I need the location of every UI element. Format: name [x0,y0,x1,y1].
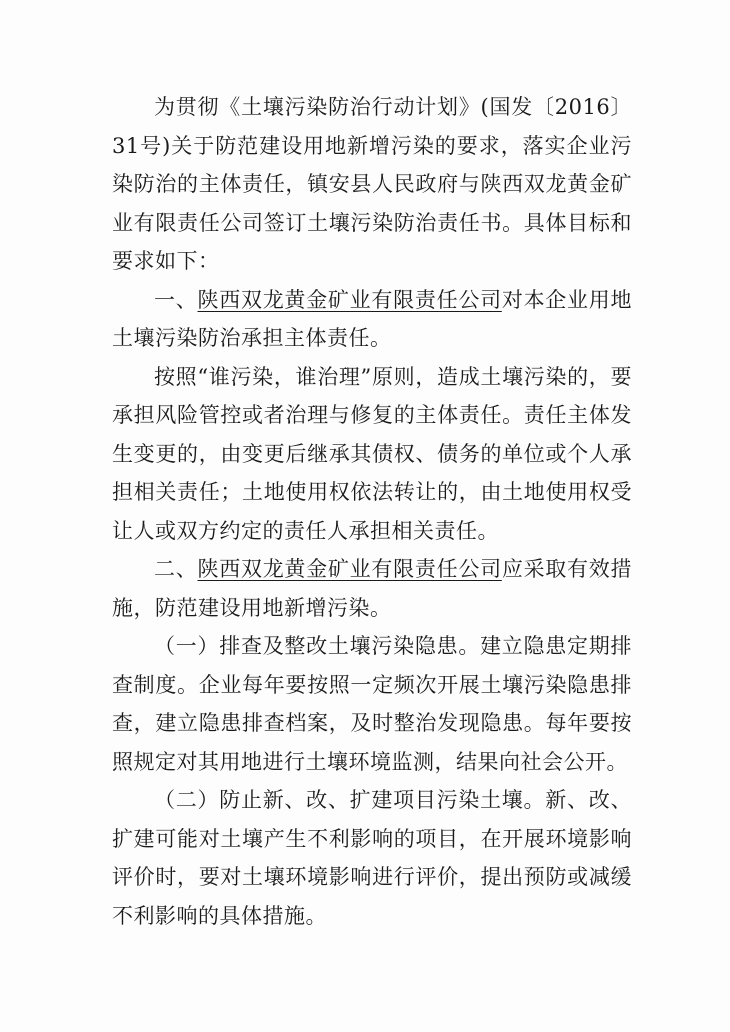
paragraph-text: 按照“谁污染，谁治理”原则，造成土壤污染的，要承担风险管控或者治理与修复的主体责任。责任主体发生变更的，由变更后继承其债权、债务的单位或个人承担相关责任；土地使用权依法转让的，由土地使用权受让人或双方约定的责任人承担相关责任。 [112,364,632,543]
paragraph-intro [112,88,632,281]
company-name-underlined: 陕西双龙黄金矿业有限责任公司 [197,557,502,581]
paragraph-text: （一）排查及整改土壤污染隐患。建立隐患定期排查制度。企业每年要按照一定频次开展土壤污染隐患排查，建立隐患排查档案，及时整治发现隐患。每年要按照规定对其用地进行土壤环境监测，结果向社会公开。 [112,634,632,774]
paragraph-item-1 [112,281,632,358]
paragraph-text: （二）防止新、改、扩建项目污染土壤。新、改、扩建可能对土壤产生不利影响的项目，在开展环境影响评价时，要对土壤环境影响进行评价，提出预防或减缓不利影响的具体措施。 [112,788,632,928]
paragraph-item-2 [112,550,632,627]
item-number: 二、 [154,557,198,581]
paragraph-principle [112,358,632,551]
paragraph-subitem-2 [112,781,632,935]
paragraph-subitem-1 [112,627,632,781]
paragraph-text: 应采取有效措施，防范建设用地新增污染。 [112,557,633,620]
item-number: 一、 [154,287,198,312]
document-body [112,88,632,935]
paragraph-text: 对本企业用地土壤污染防治承担主体责任。 [112,287,633,350]
paragraph-text: 为贯彻《土壤污染防治行动计划》(国发〔2016〕31号)关于防范建设用地新增污染的要求，落实企业污染防治的主体责任，镇安县人民政府与陕西双龙黄金矿业有限责任公司签订土壤污染防治责任书。具体目标和要求如下： [112,95,632,273]
company-name-underlined: 陕西双龙黄金矿业有限责任公司 [197,287,502,312]
